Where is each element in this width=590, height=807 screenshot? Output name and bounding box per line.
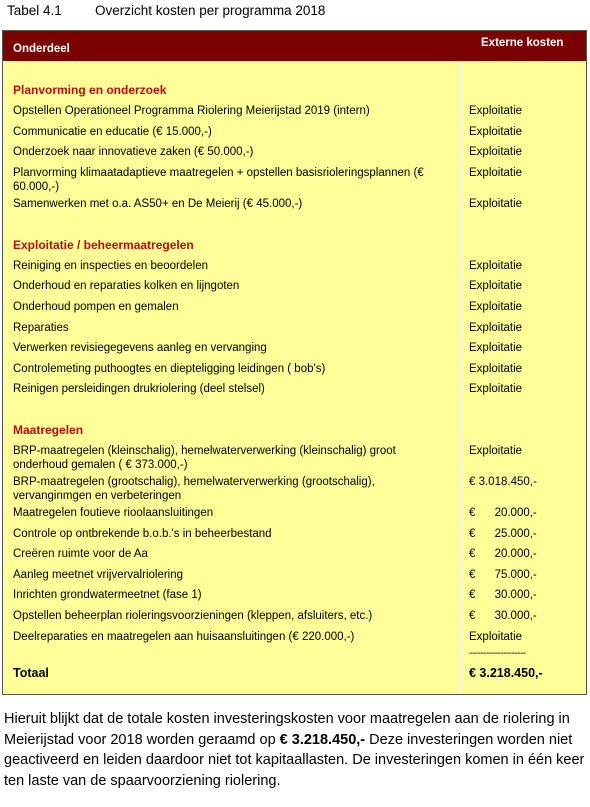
table-title: Overzicht kosten per programma 2018 (95, 3, 326, 18)
header-externe-kosten: Externe kosten (481, 37, 564, 49)
column-divider (460, 61, 461, 694)
total-label: Totaal (13, 666, 49, 680)
section-title: Planvorming en onderzoek (13, 83, 167, 97)
table-caption (7, 3, 325, 18)
total-value: € 3.218.450,- (469, 666, 543, 680)
total-separator: -------------------- (469, 648, 526, 659)
summary-paragraph: Hieruit blijkt dat de totale kosten investeringskosten voor maatregelen aan de riolering in Meierijstad voor 2018 worden geraamd op € 3.218.450,- Deze investeringen worden niet geactiveerd en leiden daardoor niet tot kapitaallasten. De investeringen komen in één keer ten laste van de spaarvoorziening riolering. (4, 711, 585, 789)
table-number: Tabel 4.1 (7, 3, 62, 18)
section-title: Maatregelen (13, 423, 84, 437)
header-onderdeel: Onderdeel (13, 43, 70, 55)
cost-table: Onderdeel Externe kosten Planvorming en onderzoek Opstellen Operationeel Programma Riolering Meierijstad 2019 (intern) Exploitatie Communicatie en educatie (€ 15.000,-) Exploitatie Onderzoek naar innovatieve zaken (€ 50.000,-) Exploitatie Planvorming klimaatadaptieve maatregelen + opstellen basisrioleringsplannen (€ 60.000,-) Exploitatie Samenwerken met o.a. AS50+ en De Meierij (€ 45.000,-) Exploitatie Exploitatie / beheermaatregelen Reiniging en inspecties en beoordelen Exploitatie Onderhoud en reparaties kolken en lijngoten Exploitatie Onderhoud pompen en gemalen Exploitatie Reparaties Exploitatie Verwerken revisiegegevens aanleg en vervanging Exploitatie Controlemeting puthoogtes en diepteligging leidingen ( bob's) Exploitatie Reinigen persleidingen drukriolering (deel stelsel) Exploitatie Maatregelen BRP-maatregelen (kleinschalig), hemelwaterverwerking (kleinschalig) groot onderhoud gemalen ( € 373.000,-) Exploitatie BRP-maatregelen (grootschalig), hemelwaterverwerking (grootschalig), vervanginmgen en verbeteringen € 3.018.450,- Maatregelen foutieve rioolaansluitingen € 20.000,- Controle op ontbrekende b.o.b.'s in beheerbestand € 25.000,- Creëren ruimte voor de Aa € 20.000,- Aanleg meetnet vrijvervalriolering € 75.000,- Inrichten grondwatermeetnet (fase 1) € 30.000,- Opstellen beheerplan rioleringsvoorzieningen (kleppen, afsluiters, etc.) € 30.000,- Deelreparaties en maatregelen aan huisaansluitingen (€ 220.000,-) Exploitatie -------------------- Totaal € 3.218.450,- (2, 30, 587, 695)
table-header (3, 31, 586, 61)
section-title: Exploitatie / beheermaatregelen (13, 238, 194, 252)
total-amount: € 3.218.450,- (279, 731, 366, 748)
